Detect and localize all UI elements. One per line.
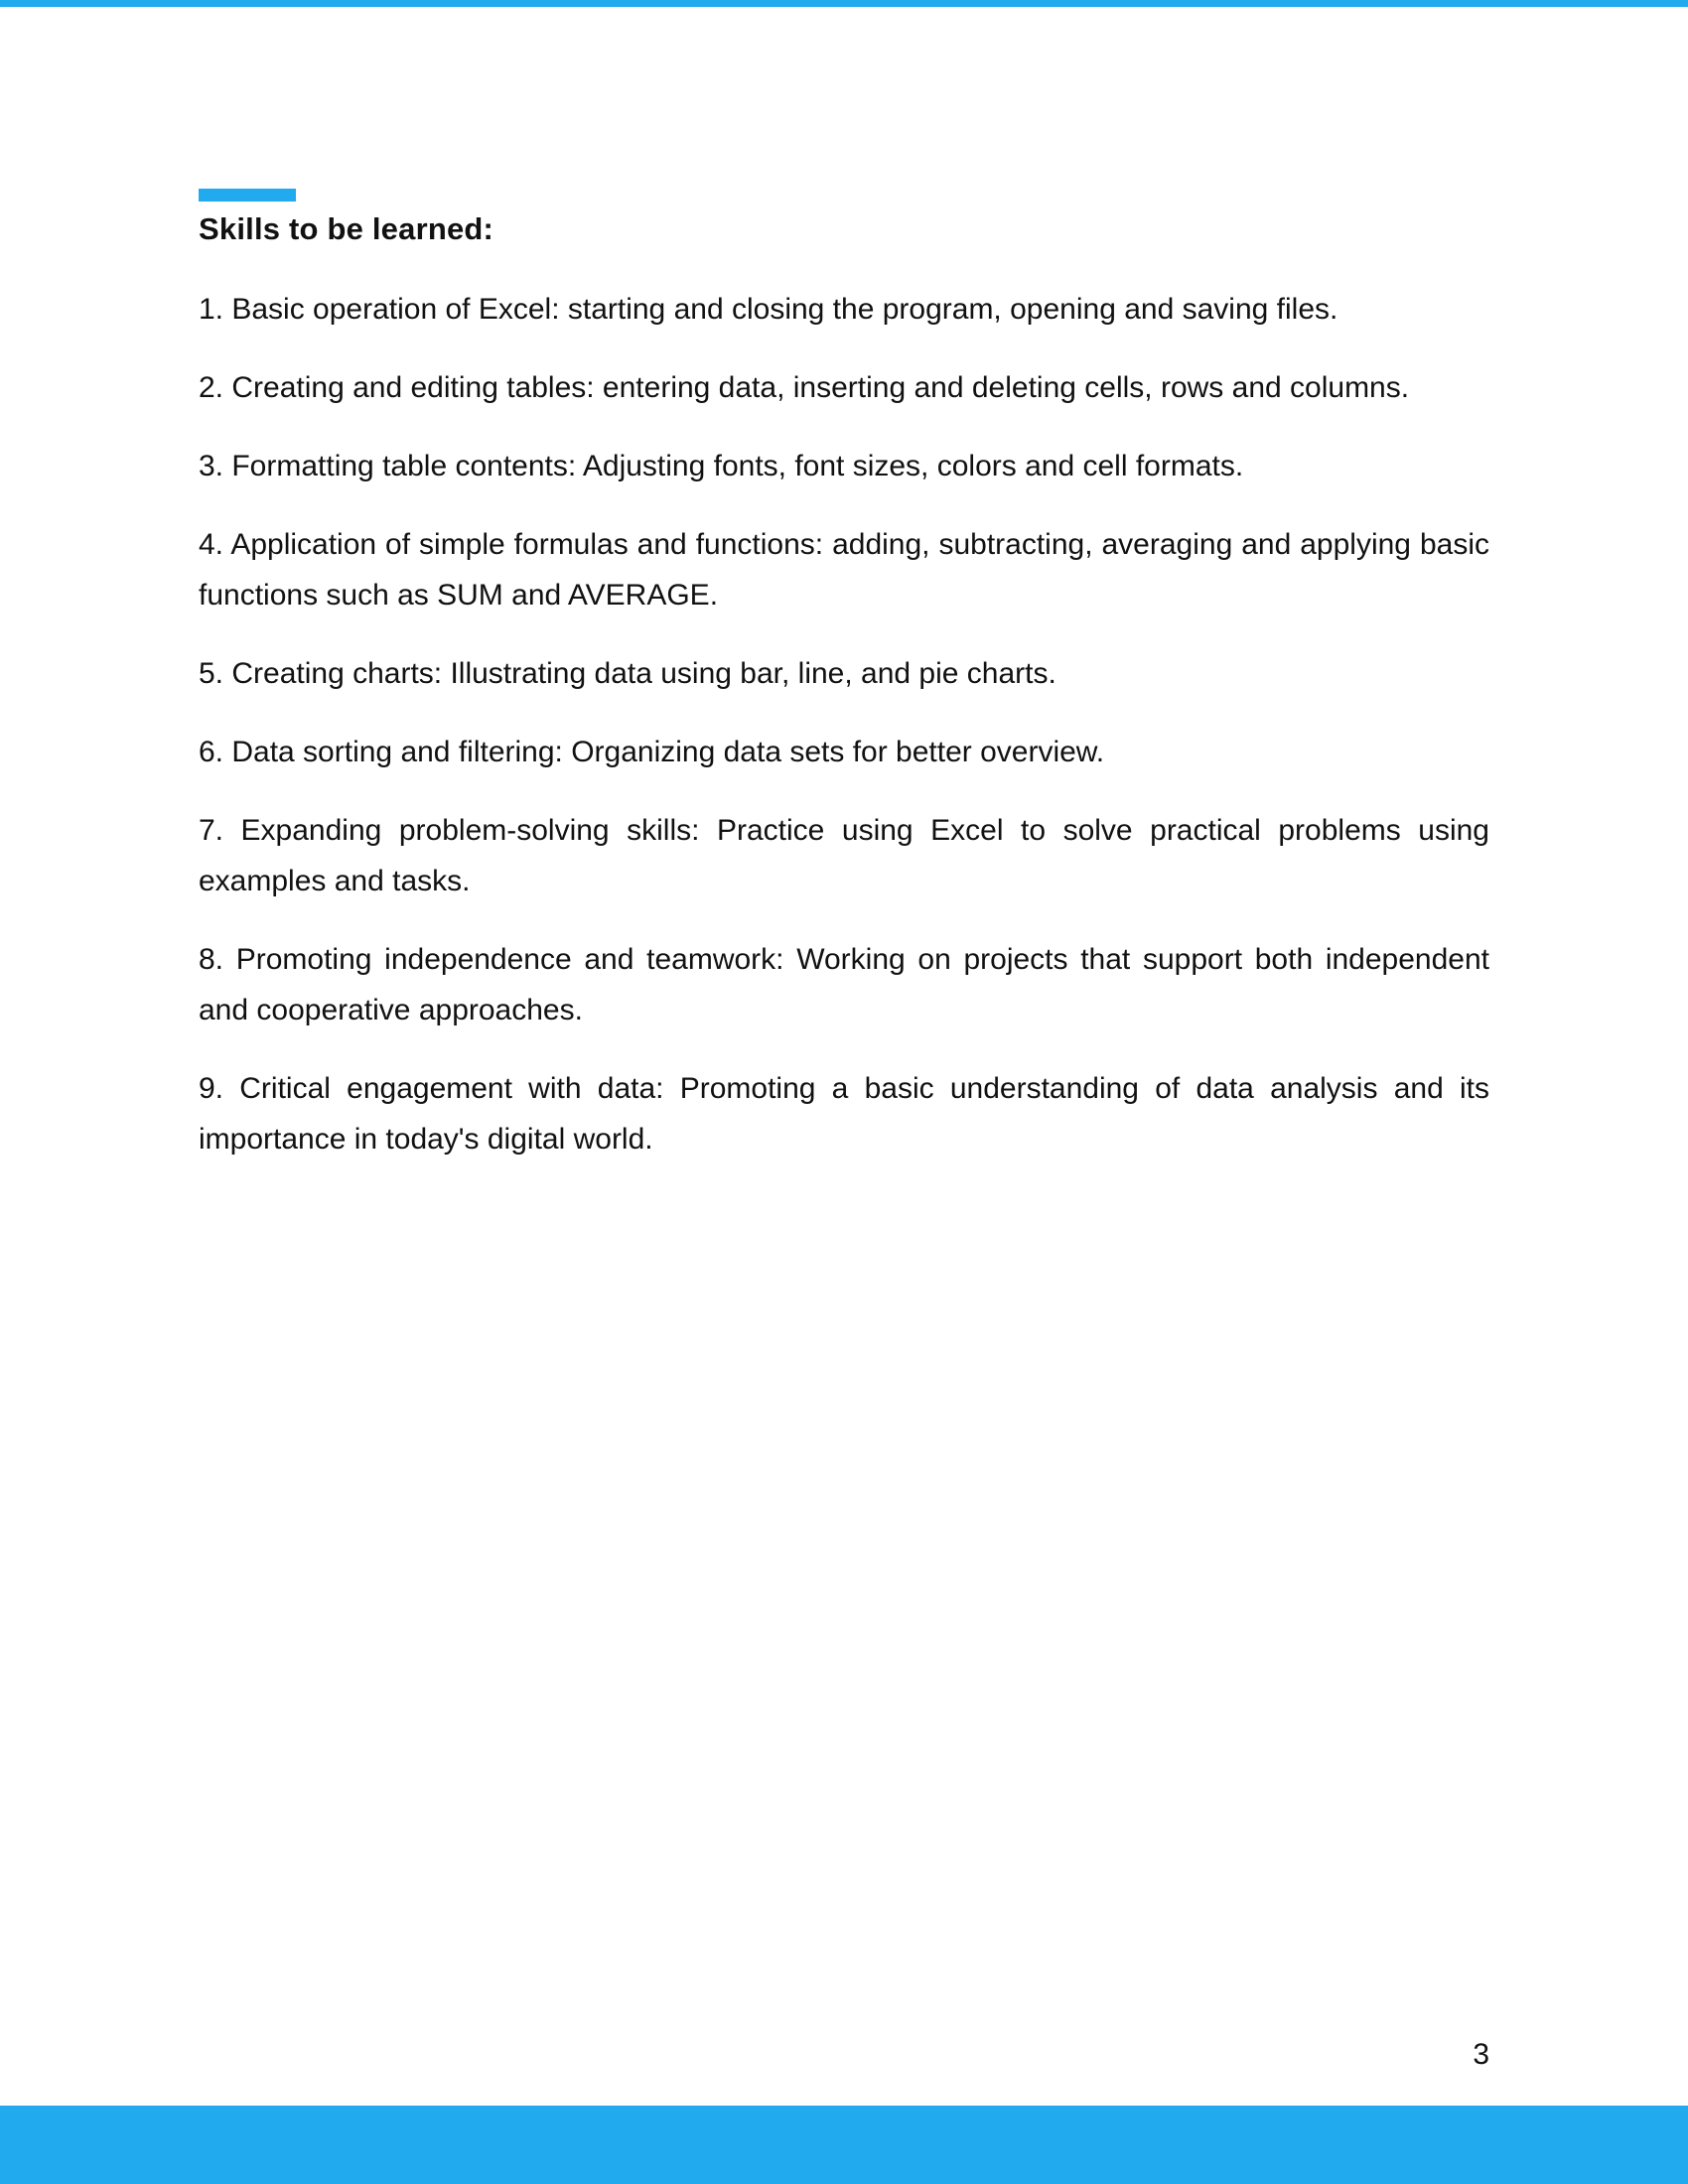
skills-list: [199, 284, 1489, 1164]
skill-item: 6. Data sorting and filtering: Organizing data sets for better overview.: [199, 736, 1105, 768]
page-number: 3: [1473, 2038, 1489, 2071]
skill-item: 7. Expanding problem-solving skills: Practice using Excel to solve practical problems using examples and tasks.: [199, 814, 1489, 897]
bottom-accent-bar: [0, 2106, 1688, 2184]
skill-item: 5. Creating charts: Illustrating data using bar, line, and pie charts.: [199, 657, 1056, 690]
top-accent-bar: [0, 0, 1688, 7]
skill-item: 3. Formatting table contents: Adjusting fonts, font sizes, colors and cell formats.: [199, 450, 1244, 482]
skill-item: 1. Basic operation of Excel: starting and closing the program, opening and saving files.: [199, 293, 1338, 326]
skill-item: 9. Critical engagement with data: Promoting a basic understanding of data analysis and its importance in today's digital world.: [199, 1072, 1489, 1156]
skill-item: 2. Creating and editing tables: entering data, inserting and deleting cells, rows and columns.: [199, 371, 1410, 404]
skill-item: 4. Application of simple formulas and functions: adding, subtracting, averaging and applying basic functions such as SUM and AVERAGE.: [199, 528, 1489, 612]
section-heading: Skills to be learned:: [199, 211, 494, 246]
skill-item: 8. Promoting independence and teamwork: Working on projects that support both independent and cooperative approaches.: [199, 943, 1489, 1026]
heading-accent-rule: [199, 189, 296, 202]
page-content: [199, 206, 1489, 1192]
